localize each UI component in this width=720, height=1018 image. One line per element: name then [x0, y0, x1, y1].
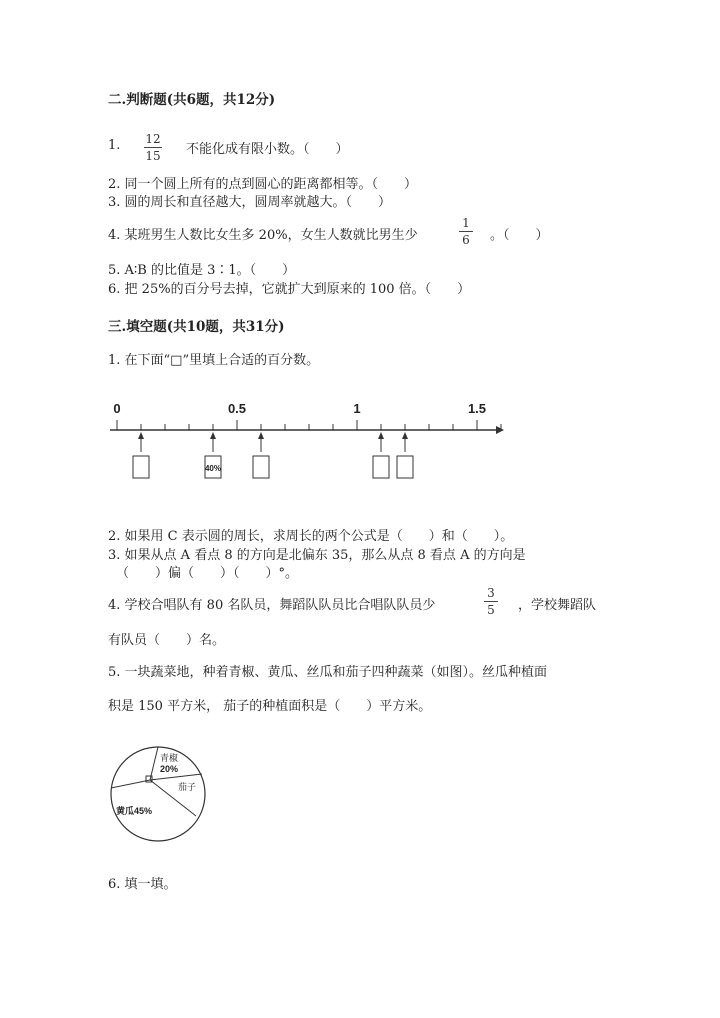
s3-q4-fraction-numerator: 3 — [487, 586, 495, 600]
number-line-label: 0.5 — [227, 401, 247, 416]
s3-q1-text: 1. 在下面“□”里填上合适的百分数。 — [108, 353, 320, 368]
pie-label-qingjiao: 青椒 — [160, 753, 179, 763]
q1-fraction-bar — [144, 147, 162, 148]
q4-fraction — [459, 216, 473, 247]
number-line-pointer-arrowhead — [378, 432, 384, 439]
section2-heading: 二.判断题(共6题，共12分) — [108, 92, 276, 108]
q4-fraction-numerator: 1 — [462, 216, 470, 230]
section3-heading: 三.填空题(共10题，共31分) — [108, 319, 285, 335]
number-line-arrowhead — [496, 426, 504, 434]
number-line-pointer-arrowhead — [402, 432, 408, 439]
q4-tail: 。（ ） — [490, 228, 549, 243]
s3-q4-tail: ，学校舞蹈队 — [518, 598, 597, 613]
s3-q4-fraction-bar — [484, 601, 498, 602]
q6-text: 6. 把 25%的百分号去掉，它就扩大到原来的 100 倍。（ ） — [108, 282, 471, 297]
number-line-figure — [100, 392, 510, 487]
q4-fraction-bar — [459, 231, 473, 232]
pie-label-qiezi: 茄子 — [178, 782, 197, 792]
answer-box[interactable] — [397, 456, 413, 478]
answer-box[interactable] — [133, 456, 149, 478]
answer-box[interactable] — [373, 456, 389, 478]
s3-q4-text: 4. 学校合唱队有 80 名队员，舞蹈队队员比合唱队队员少 — [108, 598, 436, 613]
pie-label-huanggua: 黄瓜45% — [116, 806, 153, 816]
q1-fraction — [144, 132, 162, 163]
s3-q5-line1: 5. 一块蔬菜地，种着青椒、黄瓜、丝瓜和茄子四种蔬菜（如图）。丝瓜种植面 — [108, 665, 548, 680]
s3-q3-line1: 3. 如果从点 A 看点 8 的方向是北偏东 35，那么从点 8 看点 A 的方向是 — [108, 548, 526, 563]
q3-text: 3. 圆的周长和直径越大，圆周率就越大。（ ） — [108, 195, 392, 210]
number-line-pointer-arrowhead — [210, 432, 216, 439]
number-line-label: 0 — [113, 401, 121, 416]
q5-text: 5. A∶B 的比值是 3∶1。（ ） — [108, 263, 296, 278]
s3-q2-text: 2. 如果用 C 表示圆的周长，求周长的两个公式是（ ）和（ ）。 — [108, 529, 514, 544]
answer-box[interactable] — [253, 456, 269, 478]
pie-outline — [111, 747, 205, 841]
answer-box-value: 40% — [204, 464, 222, 473]
q1-fraction-numerator: 12 — [145, 132, 161, 146]
s3-q3-line2: （ ）偏（ ）（ ）°。 — [116, 566, 299, 581]
q1-fraction-denominator: 15 — [145, 149, 161, 163]
s3-q5-line2: 积是 150 平方米， 茄子的种植面积是（ ）平方米。 — [108, 699, 432, 714]
pie-label-qingjiao-pct: 20% — [160, 764, 179, 774]
s3-q6-text: 6. 填一填。 — [108, 877, 177, 892]
q1-text: 不能化成有限小数。（ ） — [186, 142, 349, 157]
q2-text: 2. 同一个圆上所有的点到圆心的距离都相等。（ ） — [108, 177, 418, 192]
vegetable-pie-chart — [108, 744, 212, 848]
s3-q4-fraction — [484, 586, 498, 617]
q4-text: 4. 某班男生人数比女生多 20%，女生人数就比男生少 — [108, 228, 418, 243]
number-line-pointer-arrowhead — [138, 432, 144, 439]
s3-q4-fraction-denominator: 5 — [487, 603, 495, 617]
number-line-label: 1.5 — [467, 401, 487, 416]
q4-fraction-denominator: 6 — [462, 233, 470, 247]
number-line-label: 1 — [353, 401, 361, 416]
number-line-pointer-arrowhead — [258, 432, 264, 439]
s3-q4-line2: 有队员（ ）名。 — [108, 633, 226, 648]
q1-number: 1. — [108, 138, 121, 153]
